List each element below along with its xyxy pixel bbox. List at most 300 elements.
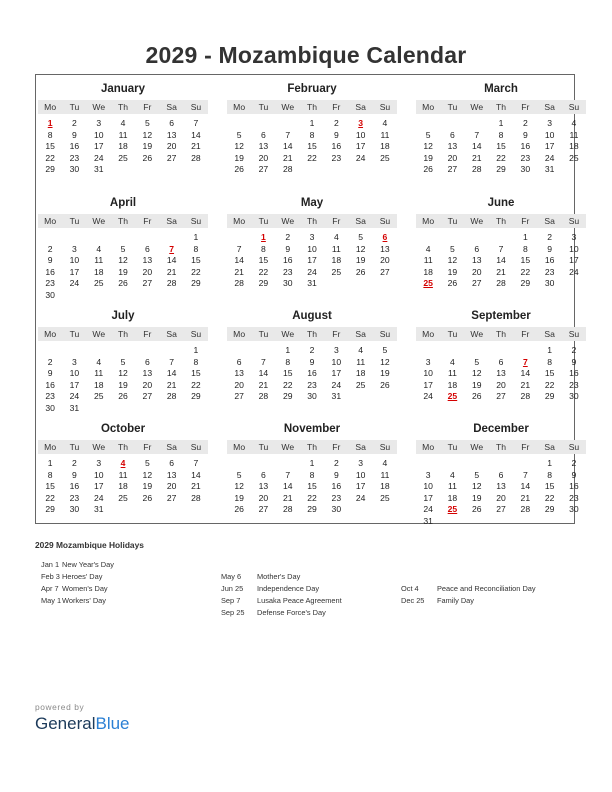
day-cell: 24 bbox=[69, 391, 80, 402]
day-cell: 28 bbox=[520, 504, 531, 515]
day-cell: 4 bbox=[333, 232, 339, 242]
day-cell: 21 bbox=[258, 379, 269, 390]
day-cell: 17 bbox=[69, 266, 80, 277]
day-cell: 13 bbox=[496, 481, 506, 492]
holiday-name: Peace and Reconciliation Day bbox=[437, 584, 536, 593]
day-cell: 24 bbox=[331, 379, 342, 390]
day-cell: 25 bbox=[93, 391, 104, 402]
day-cell: 4 bbox=[96, 356, 102, 367]
day-cell: 25 bbox=[118, 492, 128, 503]
day-cell: 16 bbox=[544, 255, 555, 266]
day-cell: 16 bbox=[569, 368, 579, 379]
weekday-label: Fr bbox=[332, 102, 341, 112]
day-cell: 17 bbox=[355, 481, 366, 492]
holiday-name: Women's Day bbox=[62, 584, 108, 593]
day-cell: 17 bbox=[423, 492, 433, 503]
day-cell: 5 bbox=[236, 129, 242, 140]
day-cell: 20 bbox=[166, 141, 177, 152]
weekday-label: Tu bbox=[258, 329, 269, 339]
powered-by-text: powered by bbox=[35, 702, 85, 712]
day-cell: 19 bbox=[423, 152, 433, 163]
month-august bbox=[227, 302, 397, 414]
day-cell: 1 bbox=[309, 118, 315, 128]
day-cell: 31 bbox=[93, 164, 104, 175]
day-cell: 26 bbox=[471, 504, 482, 515]
day-cell: 12 bbox=[380, 356, 390, 367]
day-cell: 22 bbox=[282, 379, 293, 390]
day-cell: 17 bbox=[569, 255, 579, 266]
month-september bbox=[416, 302, 586, 414]
day-cell: 12 bbox=[234, 141, 244, 152]
day-cell: 24 bbox=[69, 278, 80, 289]
day-cell: 2 bbox=[309, 345, 315, 355]
weekday-label: We bbox=[470, 102, 484, 112]
day-cell: 28 bbox=[191, 492, 201, 503]
weekday-label: Sa bbox=[166, 329, 177, 339]
day-cell: 27 bbox=[166, 492, 177, 503]
day-cell: 6 bbox=[261, 129, 266, 140]
day-cell: 1 bbox=[498, 118, 504, 128]
day-cell: 26 bbox=[447, 278, 458, 289]
weekday-label: Tu bbox=[69, 329, 80, 339]
day-cell: 9 bbox=[72, 129, 77, 140]
weekday-label: We bbox=[470, 216, 484, 226]
weekday-label: Fr bbox=[521, 216, 530, 226]
weekday-label: Su bbox=[379, 442, 391, 452]
day-cell: 3 bbox=[96, 118, 102, 128]
day-cell: 8 bbox=[193, 356, 199, 367]
day-cell: 6 bbox=[261, 469, 266, 480]
day-cell: 27 bbox=[471, 278, 482, 289]
day-cell: 29 bbox=[45, 504, 55, 515]
holiday-date: Sep 25 bbox=[221, 608, 245, 617]
day-cell: 5 bbox=[120, 356, 126, 367]
weekday-label: Sa bbox=[544, 442, 555, 452]
weekday-label: Tu bbox=[69, 442, 80, 452]
day-cell: 2 bbox=[522, 118, 528, 128]
day-cell: 12 bbox=[118, 368, 128, 379]
day-cell: 7 bbox=[261, 356, 266, 367]
weekday-label: Th bbox=[307, 216, 318, 226]
weekday-label: Mo bbox=[422, 216, 435, 226]
day-cell: 9 bbox=[571, 469, 577, 480]
day-cell: 18 bbox=[569, 141, 579, 152]
day-cell: 23 bbox=[544, 266, 555, 277]
day-cell: 9 bbox=[47, 368, 53, 379]
day-cell: 12 bbox=[118, 255, 128, 266]
weekday-label: Fr bbox=[143, 102, 152, 112]
day-cell: 15 bbox=[258, 255, 269, 266]
day-cell: 31 bbox=[423, 516, 433, 526]
day-cell: 18 bbox=[331, 255, 342, 266]
day-cell: 29 bbox=[282, 391, 293, 402]
day-cell: 30 bbox=[544, 278, 555, 289]
day-cell: 4 bbox=[450, 356, 455, 367]
day-cell: 28 bbox=[282, 164, 293, 175]
day-cell: 2 bbox=[47, 243, 53, 254]
day-cell: 22 bbox=[307, 152, 317, 163]
day-cell: 25 bbox=[118, 152, 128, 163]
day-cell: 9 bbox=[571, 356, 577, 367]
month-name: December bbox=[473, 423, 529, 435]
day-cell: 28 bbox=[258, 391, 269, 402]
day-cell: 13 bbox=[166, 469, 177, 480]
weekday-label: Th bbox=[118, 442, 129, 452]
day-cell: 10 bbox=[69, 255, 80, 266]
day-cell: 14 bbox=[258, 368, 269, 379]
day-cell: 15 bbox=[45, 481, 55, 492]
day-cell: 23 bbox=[307, 379, 317, 390]
weekday-label: We bbox=[470, 329, 484, 339]
day-cell: 27 bbox=[496, 391, 506, 402]
day-cell: 11 bbox=[118, 129, 128, 140]
day-cell: 2 bbox=[72, 118, 77, 128]
weekday-label: Mo bbox=[44, 216, 57, 226]
day-cell: 26 bbox=[142, 152, 153, 163]
weekday-label: Th bbox=[307, 329, 318, 339]
day-cell: 1 bbox=[547, 458, 553, 468]
day-cell: 30 bbox=[307, 391, 317, 402]
page-title: 2029 - Mozambique Calendar bbox=[145, 42, 467, 68]
day-cell: 26 bbox=[355, 266, 366, 277]
day-cell: 4 bbox=[96, 243, 102, 254]
day-cell: 16 bbox=[45, 266, 55, 277]
day-cell: 20 bbox=[471, 266, 482, 277]
day-cell: 1 bbox=[193, 232, 199, 242]
holiday-day: 7 bbox=[522, 356, 528, 367]
day-cell: 20 bbox=[166, 481, 177, 492]
day-cell: 15 bbox=[544, 481, 555, 492]
weekday-label: Su bbox=[568, 442, 580, 452]
day-cell: 28 bbox=[166, 391, 177, 402]
month-name: August bbox=[292, 310, 332, 322]
day-cell: 29 bbox=[520, 278, 531, 289]
weekday-label: Fr bbox=[332, 329, 341, 339]
day-cell: 5 bbox=[144, 458, 150, 468]
day-cell: 20 bbox=[258, 152, 269, 163]
day-cell: 22 bbox=[191, 379, 201, 390]
weekday-label: Mo bbox=[233, 329, 246, 339]
day-cell: 16 bbox=[69, 481, 80, 492]
day-cell: 30 bbox=[45, 290, 55, 300]
day-cell: 1 bbox=[522, 232, 528, 242]
weekday-label: Fr bbox=[332, 216, 341, 226]
day-cell: 11 bbox=[94, 368, 104, 379]
day-cell: 6 bbox=[498, 356, 504, 367]
day-cell: 15 bbox=[307, 141, 317, 152]
weekday-label: Th bbox=[496, 442, 507, 452]
weekday-label: We bbox=[281, 102, 295, 112]
day-cell: 30 bbox=[45, 403, 55, 413]
day-cell: 24 bbox=[93, 152, 104, 163]
day-cell: 2 bbox=[47, 356, 53, 367]
day-cell: 13 bbox=[258, 481, 269, 492]
day-cell: 27 bbox=[258, 164, 269, 175]
day-cell: 7 bbox=[193, 118, 199, 128]
day-cell: 24 bbox=[423, 391, 433, 402]
day-cell: 14 bbox=[166, 368, 177, 379]
weekday-label: Su bbox=[190, 102, 202, 112]
day-cell: 14 bbox=[166, 255, 177, 266]
day-cell: 7 bbox=[285, 129, 291, 140]
day-cell: 16 bbox=[331, 481, 342, 492]
day-cell: 10 bbox=[423, 481, 433, 492]
day-cell: 31 bbox=[307, 278, 317, 289]
day-cell: 25 bbox=[569, 152, 579, 163]
day-cell: 16 bbox=[569, 481, 579, 492]
month-june bbox=[416, 189, 586, 301]
weekday-label: Fr bbox=[521, 329, 530, 339]
day-cell: 24 bbox=[307, 266, 317, 277]
day-cell: 12 bbox=[142, 469, 153, 480]
month-december bbox=[416, 415, 586, 527]
day-cell: 5 bbox=[382, 345, 388, 355]
day-cell: 17 bbox=[544, 141, 555, 152]
day-cell: 20 bbox=[380, 255, 390, 266]
day-cell: 9 bbox=[309, 356, 315, 367]
day-cell: 17 bbox=[93, 141, 104, 152]
month-january bbox=[38, 75, 208, 187]
day-cell: 5 bbox=[144, 118, 150, 128]
day-cell: 23 bbox=[331, 492, 342, 503]
weekday-label: Mo bbox=[422, 329, 435, 339]
weekday-label: Mo bbox=[44, 442, 57, 452]
weekday-label: Su bbox=[379, 329, 391, 339]
month-july bbox=[38, 302, 208, 414]
weekday-label: Sa bbox=[544, 329, 555, 339]
day-cell: 23 bbox=[45, 391, 55, 402]
day-cell: 27 bbox=[166, 152, 177, 163]
day-cell: 26 bbox=[234, 504, 244, 515]
day-cell: 11 bbox=[118, 469, 128, 480]
day-cell: 26 bbox=[423, 164, 433, 175]
day-cell: 22 bbox=[45, 492, 55, 503]
day-cell: 13 bbox=[142, 368, 153, 379]
day-cell: 18 bbox=[447, 492, 458, 503]
day-cell: 30 bbox=[520, 164, 531, 175]
weekday-label: Fr bbox=[143, 216, 152, 226]
day-cell: 11 bbox=[423, 255, 433, 266]
weekday-label: Fr bbox=[521, 102, 530, 112]
day-cell: 23 bbox=[520, 152, 531, 163]
day-cell: 5 bbox=[474, 469, 480, 480]
day-cell: 20 bbox=[142, 266, 153, 277]
day-cell: 10 bbox=[355, 469, 366, 480]
weekday-label: Mo bbox=[44, 102, 57, 112]
day-cell: 8 bbox=[547, 356, 553, 367]
weekday-label: We bbox=[470, 442, 484, 452]
month-name: March bbox=[484, 83, 518, 95]
day-cell: 24 bbox=[544, 152, 555, 163]
weekday-label: Su bbox=[568, 216, 580, 226]
day-cell: 21 bbox=[191, 141, 201, 152]
day-cell: 24 bbox=[569, 266, 579, 277]
weekday-label: Su bbox=[190, 442, 202, 452]
day-cell: 18 bbox=[380, 141, 390, 152]
holiday-day: 6 bbox=[382, 232, 388, 242]
day-cell: 4 bbox=[382, 458, 388, 468]
day-cell: 4 bbox=[120, 118, 126, 128]
day-cell: 13 bbox=[380, 243, 390, 254]
weekday-label: Mo bbox=[44, 329, 57, 339]
day-cell: 13 bbox=[142, 255, 153, 266]
day-cell: 12 bbox=[142, 129, 153, 140]
month-name: November bbox=[283, 423, 341, 435]
holiday-day: 7 bbox=[169, 243, 175, 254]
day-cell: 25 bbox=[380, 152, 390, 163]
day-cell: 8 bbox=[309, 469, 315, 480]
day-cell: 29 bbox=[258, 278, 269, 289]
day-cell: 12 bbox=[355, 243, 366, 254]
holiday-day: 1 bbox=[47, 118, 53, 128]
weekday-label: Th bbox=[307, 442, 318, 452]
day-cell: 22 bbox=[45, 152, 55, 163]
day-cell: 6 bbox=[236, 356, 242, 367]
day-cell: 31 bbox=[331, 391, 342, 402]
day-cell: 18 bbox=[380, 481, 390, 492]
weekday-label: Th bbox=[307, 102, 318, 112]
weekday-label: Th bbox=[496, 102, 507, 112]
day-cell: 30 bbox=[569, 391, 579, 402]
month-name: October bbox=[100, 423, 146, 435]
day-cell: 6 bbox=[498, 469, 504, 480]
day-cell: 30 bbox=[331, 504, 342, 515]
day-cell: 31 bbox=[544, 164, 555, 175]
holiday-date: Dec 25 bbox=[401, 596, 425, 605]
day-cell: 13 bbox=[471, 255, 482, 266]
holiday-date: Jun 25 bbox=[221, 584, 244, 593]
day-cell: 8 bbox=[285, 356, 291, 367]
weekday-label: Fr bbox=[332, 442, 341, 452]
day-cell: 11 bbox=[380, 129, 390, 140]
day-cell: 8 bbox=[498, 129, 504, 140]
weekday-label: Tu bbox=[258, 442, 269, 452]
day-cell: 27 bbox=[142, 278, 153, 289]
day-cell: 19 bbox=[234, 492, 244, 503]
day-cell: 14 bbox=[191, 469, 201, 480]
month-name: July bbox=[111, 310, 135, 322]
day-cell: 7 bbox=[193, 458, 199, 468]
day-cell: 3 bbox=[72, 356, 77, 367]
holiday-date: Oct 4 bbox=[401, 584, 419, 593]
day-cell: 18 bbox=[118, 481, 128, 492]
day-cell: 19 bbox=[234, 152, 244, 163]
day-cell: 20 bbox=[258, 492, 269, 503]
day-cell: 21 bbox=[520, 492, 531, 503]
day-cell: 21 bbox=[166, 379, 177, 390]
day-cell: 10 bbox=[569, 243, 579, 254]
holiday-name: Family Day bbox=[437, 596, 474, 605]
brand-blue: Blue bbox=[95, 714, 130, 733]
day-cell: 20 bbox=[496, 492, 506, 503]
day-cell: 8 bbox=[522, 243, 528, 254]
day-cell: 9 bbox=[333, 469, 339, 480]
day-cell: 26 bbox=[471, 391, 482, 402]
day-cell: 22 bbox=[496, 152, 506, 163]
day-cell: 2 bbox=[571, 458, 577, 468]
day-cell: 30 bbox=[569, 504, 579, 515]
day-cell: 9 bbox=[522, 129, 528, 140]
day-cell: 23 bbox=[69, 492, 80, 503]
day-cell: 21 bbox=[191, 481, 201, 492]
holiday-date: Apr 7 bbox=[41, 584, 59, 593]
day-cell: 14 bbox=[520, 368, 531, 379]
weekday-label: Fr bbox=[143, 329, 152, 339]
month-name: January bbox=[100, 83, 146, 95]
day-cell: 14 bbox=[234, 255, 244, 266]
weekday-label: Mo bbox=[233, 442, 246, 452]
day-cell: 3 bbox=[425, 469, 431, 480]
day-cell: 3 bbox=[309, 232, 315, 242]
day-cell: 15 bbox=[45, 141, 55, 152]
day-cell: 3 bbox=[96, 458, 102, 468]
day-cell: 3 bbox=[571, 232, 577, 242]
day-cell: 26 bbox=[380, 379, 390, 390]
weekday-label: Th bbox=[118, 216, 129, 226]
day-cell: 21 bbox=[282, 152, 293, 163]
weekday-label: Sa bbox=[166, 216, 177, 226]
holiday-date: Feb 3 bbox=[41, 572, 60, 581]
day-cell: 29 bbox=[544, 391, 555, 402]
day-cell: 19 bbox=[142, 481, 153, 492]
day-cell: 26 bbox=[234, 164, 244, 175]
weekday-label: Mo bbox=[233, 216, 246, 226]
day-cell: 21 bbox=[282, 492, 293, 503]
day-cell: 8 bbox=[261, 243, 266, 254]
day-cell: 26 bbox=[118, 391, 128, 402]
generalblue-logo[interactable] bbox=[35, 714, 130, 734]
weekday-label: We bbox=[281, 216, 295, 226]
day-cell: 8 bbox=[193, 243, 199, 254]
day-cell: 31 bbox=[69, 403, 80, 413]
day-cell: 22 bbox=[191, 266, 201, 277]
day-cell: 18 bbox=[423, 266, 433, 277]
day-cell: 7 bbox=[285, 469, 291, 480]
day-cell: 17 bbox=[355, 141, 366, 152]
weekday-label: Tu bbox=[447, 102, 458, 112]
holiday-name: Workers' Day bbox=[62, 596, 106, 605]
day-cell: 25 bbox=[355, 379, 366, 390]
weekday-label: Th bbox=[496, 329, 507, 339]
holiday-date: May 1 bbox=[41, 596, 62, 605]
day-cell: 14 bbox=[191, 129, 201, 140]
day-cell: 21 bbox=[166, 266, 177, 277]
month-name: September bbox=[471, 310, 531, 322]
day-cell: 6 bbox=[474, 243, 480, 254]
weekday-label: Sa bbox=[544, 216, 555, 226]
day-cell: 19 bbox=[471, 492, 482, 503]
day-cell: 3 bbox=[72, 243, 77, 254]
day-cell: 1 bbox=[193, 345, 199, 355]
weekday-label: Su bbox=[190, 329, 202, 339]
weekday-label: Tu bbox=[69, 102, 80, 112]
day-cell: 29 bbox=[191, 278, 201, 289]
day-cell: 28 bbox=[191, 152, 201, 163]
day-cell: 29 bbox=[496, 164, 506, 175]
day-cell: 30 bbox=[69, 164, 80, 175]
holiday-name: Lusaka Peace Agreement bbox=[257, 596, 342, 605]
day-cell: 1 bbox=[547, 345, 553, 355]
day-cell: 4 bbox=[425, 243, 431, 254]
day-cell: 4 bbox=[358, 345, 364, 355]
day-cell: 19 bbox=[447, 266, 458, 277]
day-cell: 13 bbox=[496, 368, 506, 379]
day-cell: 18 bbox=[118, 141, 128, 152]
weekday-label: We bbox=[281, 329, 295, 339]
day-cell: 28 bbox=[282, 504, 293, 515]
day-cell: 21 bbox=[496, 266, 506, 277]
day-cell: 12 bbox=[423, 141, 433, 152]
